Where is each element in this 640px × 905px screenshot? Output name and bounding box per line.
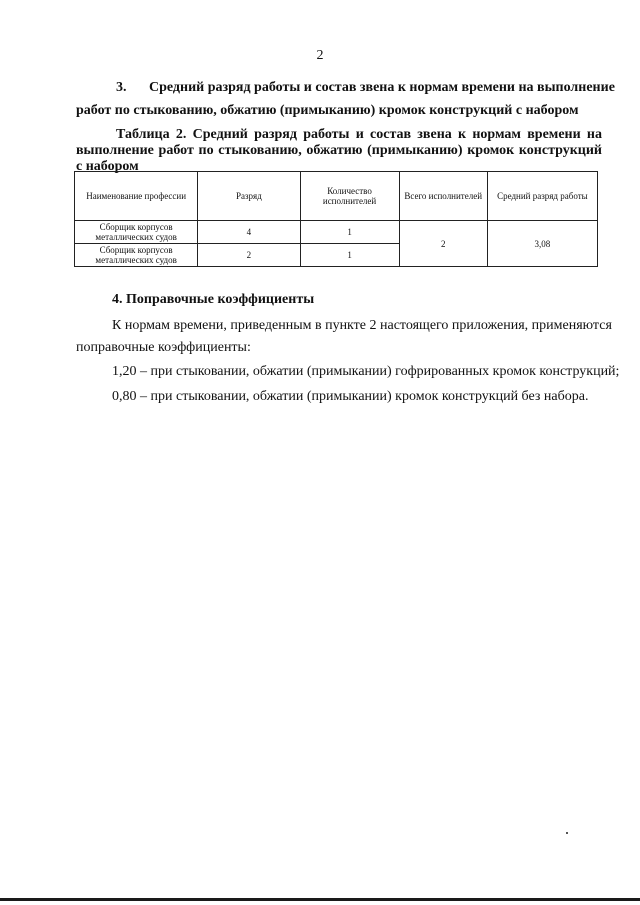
- cell-profession: Сборщик корпусов металлических судов: [75, 221, 198, 244]
- cell-grade: 2: [198, 244, 300, 267]
- cell-count: 1: [300, 244, 399, 267]
- section-4-intro-line-2: поправочные коэффициенты:: [76, 340, 251, 355]
- cell-total: 2: [399, 221, 487, 267]
- header-grade: Разряд: [198, 172, 300, 221]
- section-3-heading-line-1: [116, 80, 615, 96]
- table-row: [75, 221, 598, 244]
- scan-speck: [566, 832, 568, 834]
- cell-avg-grade: 3,08: [487, 221, 597, 267]
- crew-composition-table: [74, 171, 598, 267]
- bottom-scan-edge: [0, 898, 640, 901]
- cell-profession: Сборщик корпусов металлических судов: [75, 244, 198, 267]
- section-3-heading-line-2: работ по стыкованию, обжатию (примыканию) кромок конструкций с набором: [76, 103, 579, 118]
- coefficient-item: 0,80 – при стыковании, обжатии (примыкании) кромок конструкций без набора.: [112, 389, 589, 404]
- table-caption: [76, 127, 602, 175]
- header-profession: Наименование профессии: [75, 172, 198, 221]
- table-header-row: [75, 172, 598, 221]
- cell-count: 1: [300, 221, 399, 244]
- section-3-number: 3.: [116, 80, 127, 95]
- section-4-intro-line-1: К нормам времени, приведенным в пункте 2 настоящего приложения, применяются: [112, 318, 612, 333]
- coefficient-item: 1,20 – при стыковании, обжатии (примыкании) гофрированных кромок конструкций;: [112, 364, 620, 379]
- section-4-heading: 4. Поправочные коэффициенты: [112, 292, 315, 307]
- header-total: Всего исполнителей: [399, 172, 487, 221]
- section-3-title-part-1: Средний разряд работы и состав звена к нормам времени на выполнение: [149, 80, 615, 95]
- page-number: 2: [316, 48, 324, 63]
- table-caption-text: Таблица 2. Средний разряд работы и состав звена к нормам времени на выполнение работ по стыкованию, обжатию (примыканию) кромок конструкций с набором: [76, 127, 602, 174]
- header-count: Количество исполнителей: [300, 172, 399, 221]
- cell-grade: 4: [198, 221, 300, 244]
- header-avg-grade: Средний разряд работы: [487, 172, 597, 221]
